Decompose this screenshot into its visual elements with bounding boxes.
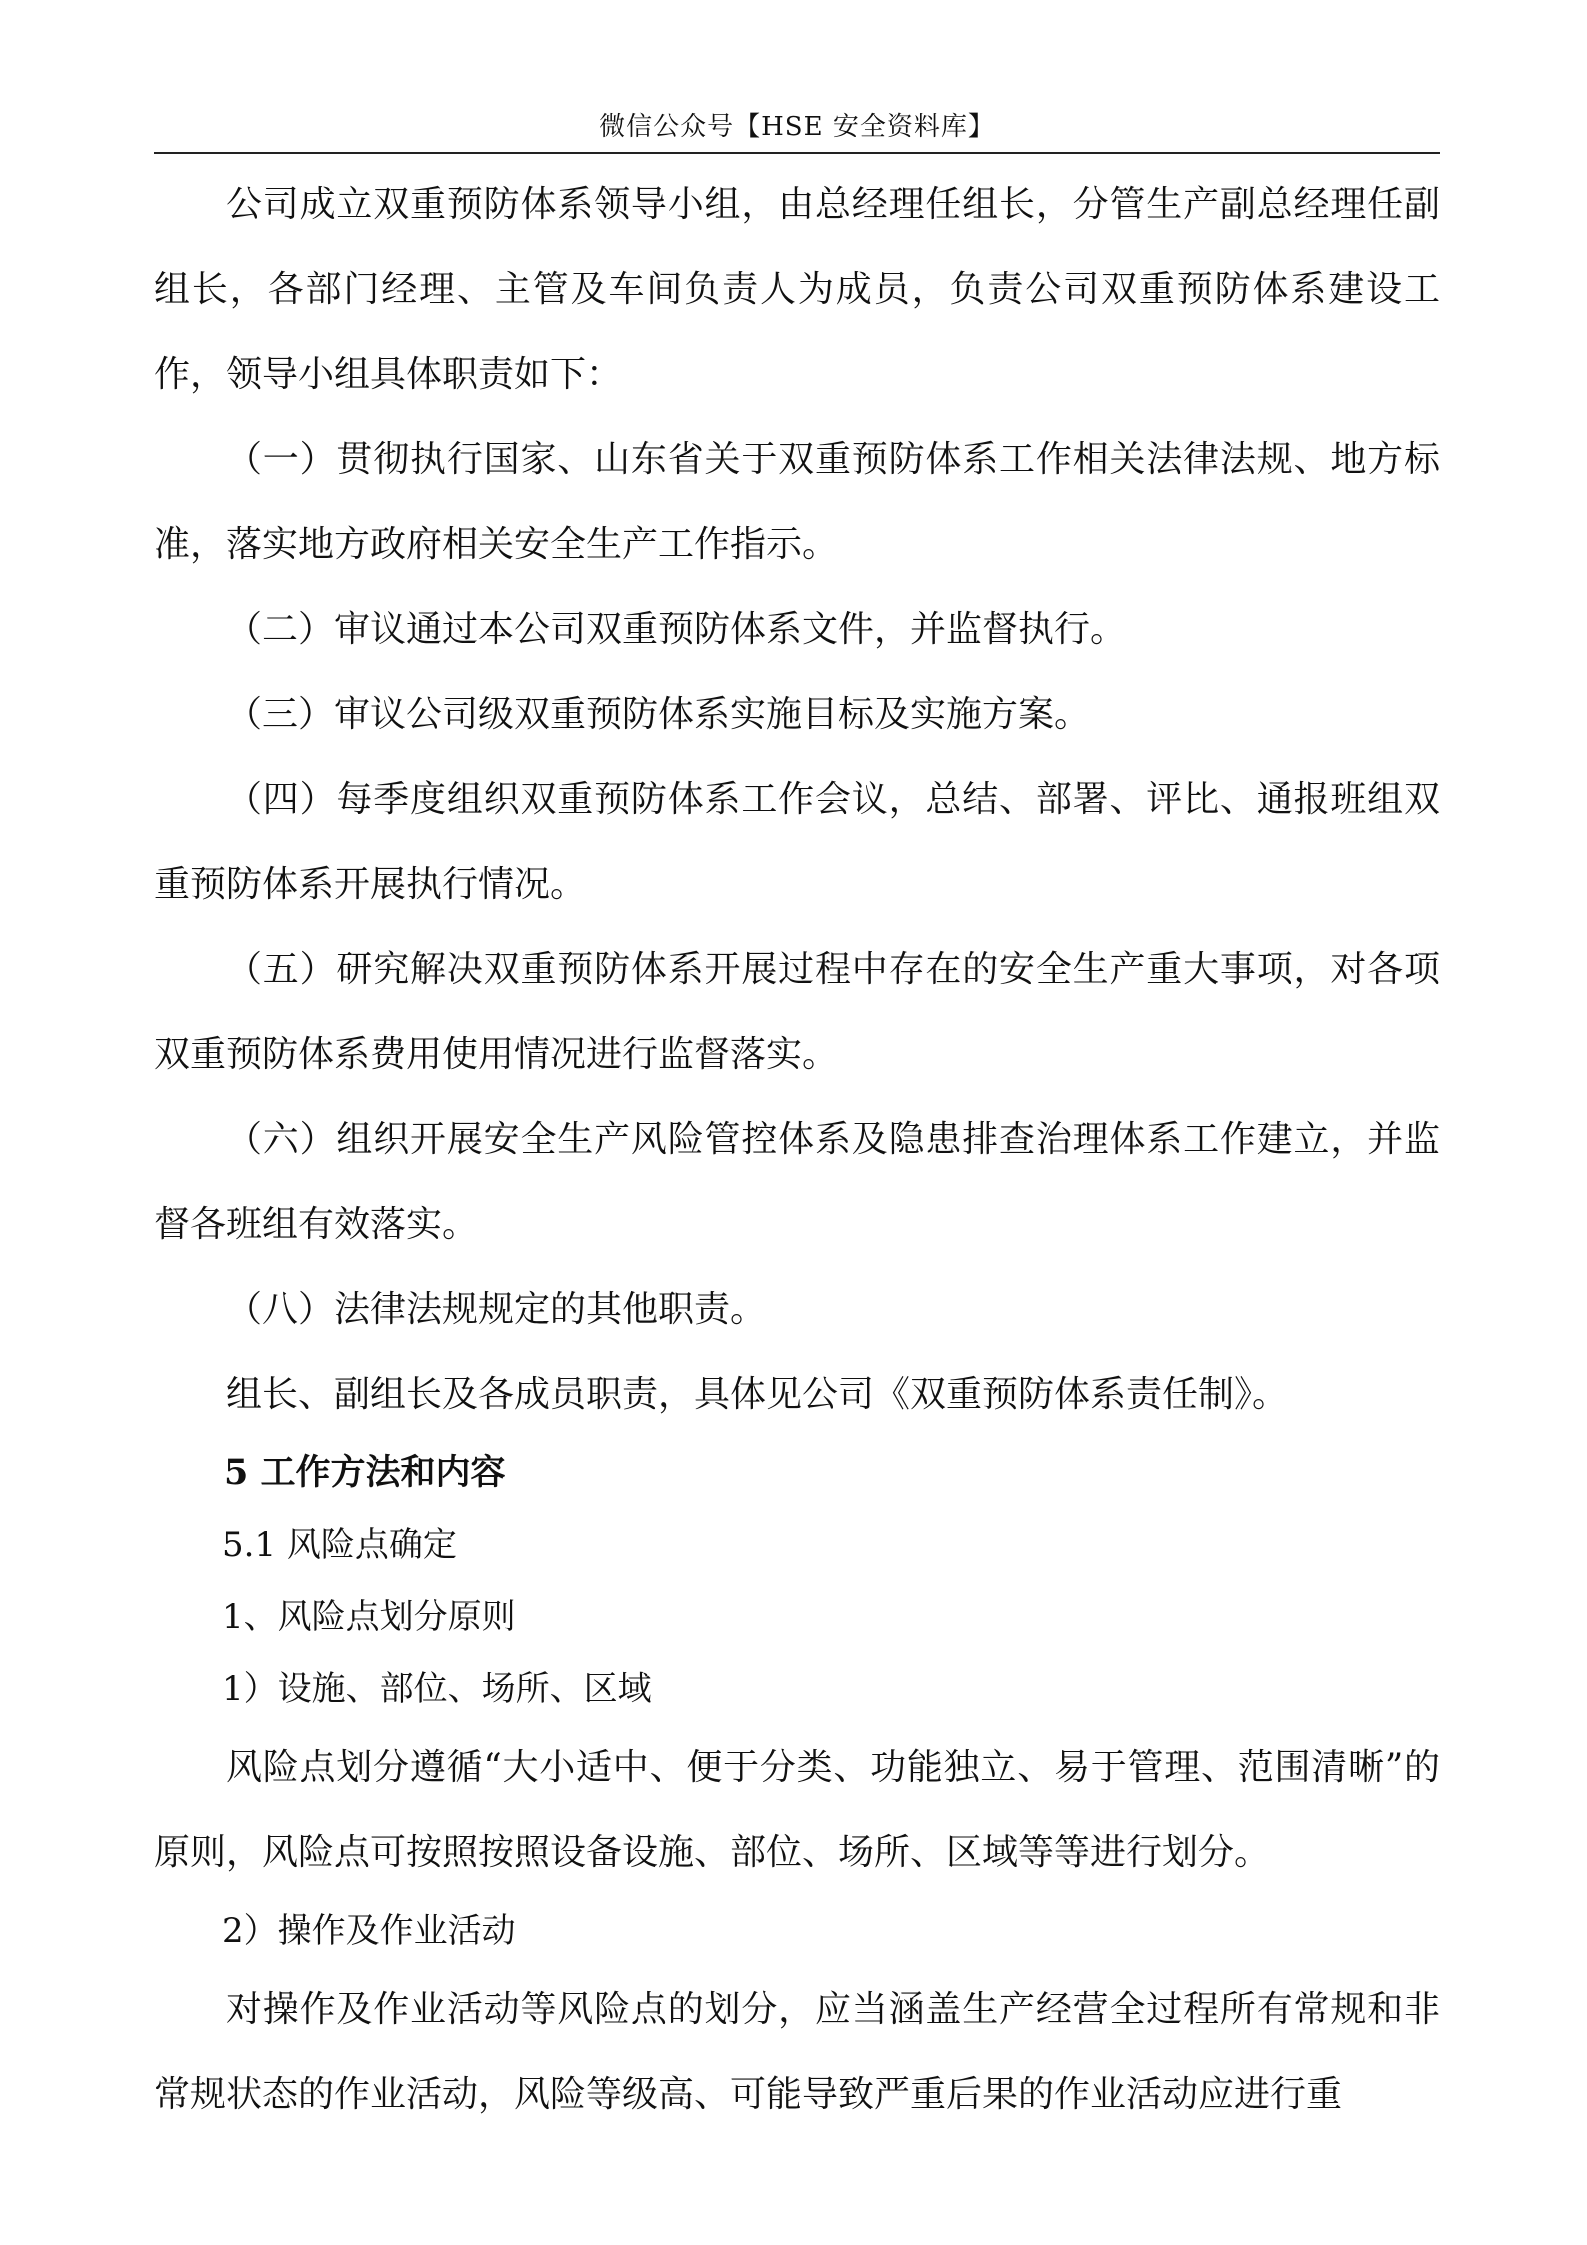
paragraph-duty-1: （一）贯彻执行国家、山东省关于双重预防体系工作相关法律法规、地方标准，落实地方政府相关安全生产工作指示。 xyxy=(154,439,1440,565)
section-heading-5: 5 工作方法和内容 xyxy=(224,1452,506,1493)
paragraph-duty-3: （三）审议公司级双重预防体系实施目标及实施方案。 xyxy=(226,694,1091,735)
paragraph-division-principle: 风险点划分遵循“大小适中、便于分类、功能独立、易于管理、范围清晰”的原则，风险点可按照按照设备设施、部位、场所、区域等等进行划分。 xyxy=(154,1747,1440,1873)
paragraph-operation-activities: 对操作及作业活动等风险点的划分，应当涵盖生产经营全过程所有常规和非常规状态的作业活动，风险等级高、可能导致严重后果的作业活动应进行重 xyxy=(154,1989,1440,2115)
paragraph-leadership-group: 公司成立双重预防体系领导小组，由总经理任组长，分管生产副总经理任副组长，各部门经理、主管及车间负责人为成员，负责公司双重预防体系建设工作，领导小组具体职责如下： xyxy=(154,184,1440,395)
page-header: 微信公众号【HSE 安全资料库】 xyxy=(599,112,995,142)
item-heading-1: 1、风险点划分原则 xyxy=(222,1597,516,1637)
item-heading-1-2: 2）操作及作业活动 xyxy=(222,1911,516,1951)
paragraph-duty-2: （二）审议通过本公司双重预防体系文件，并监督执行。 xyxy=(226,609,1127,650)
item-heading-1-1: 1）设施、部位、场所、区域 xyxy=(222,1669,652,1709)
document-body xyxy=(154,162,1440,2137)
paragraph-duty-8: （八）法律法规规定的其他职责。 xyxy=(226,1289,767,1330)
paragraph-duty-5: （五）研究解决双重预防体系开展过程中存在的安全生产重大事项，对各项双重预防体系费用使用情况进行监督落实。 xyxy=(154,949,1440,1075)
subsection-heading-5-1: 5.1 风险点确定 xyxy=(222,1525,457,1565)
paragraph-duty-6: （六）组织开展安全生产风险管控体系及隐患排查治理体系工作建立，并监督各班组有效落实。 xyxy=(154,1119,1440,1245)
header-divider xyxy=(154,152,1440,154)
paragraph-responsibilities: 组长、副组长及各成员职责，具体见公司《双重预防体系责任制》。 xyxy=(226,1374,1289,1415)
paragraph-duty-4: （四）每季度组织双重预防体系工作会议，总结、部署、评比、通报班组双重预防体系开展执行情况。 xyxy=(154,779,1440,905)
